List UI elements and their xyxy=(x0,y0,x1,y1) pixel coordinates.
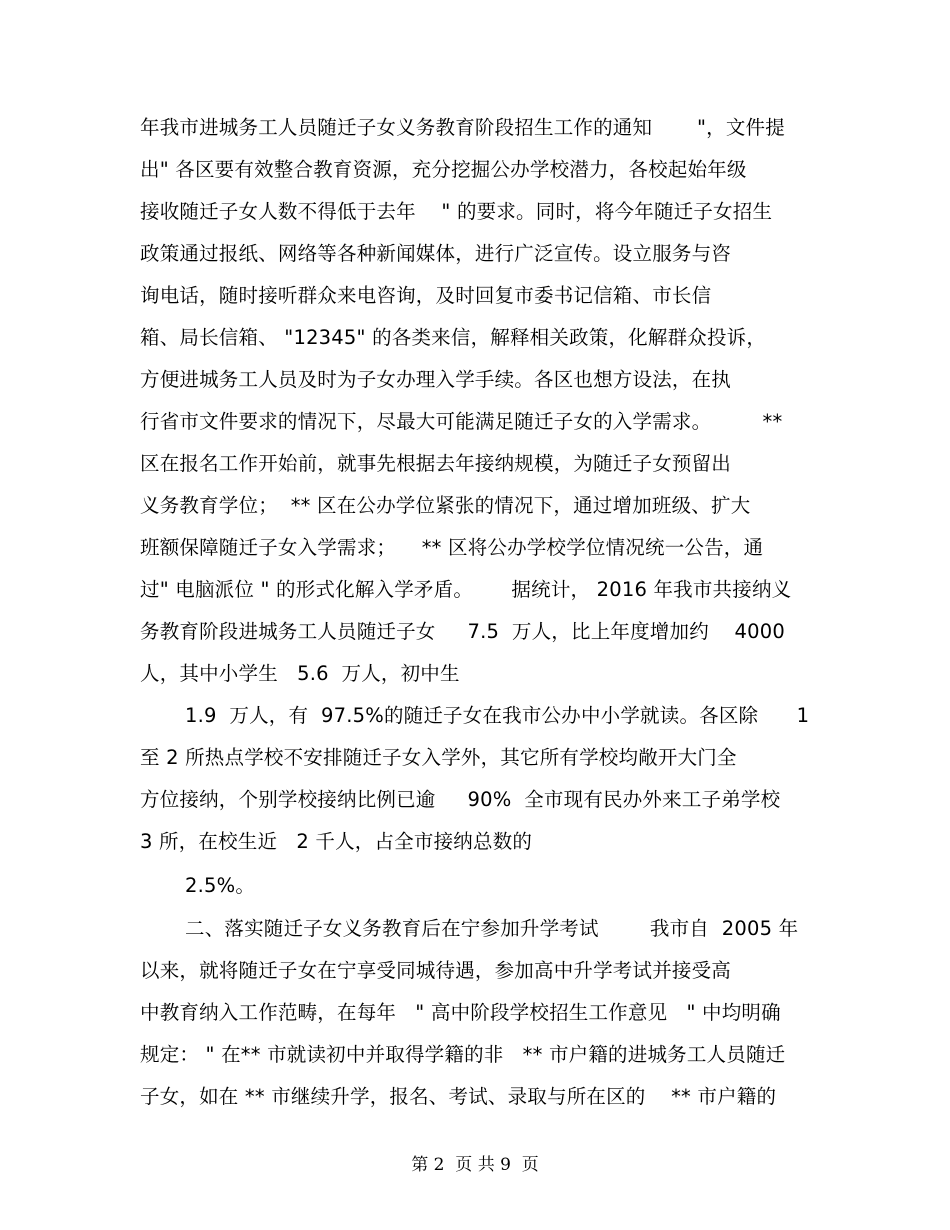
text-line: 过" 电脑派位 " 的形式化解入学矛盾。 据统计， 2016 年我市共接纳义 xyxy=(140,578,792,601)
text-line: 3 所，在校生近 2 千人，占全市接纳总数的 xyxy=(140,830,533,853)
page-number-footer: 第 2 页 共 9 页 xyxy=(411,1155,539,1175)
text-line: 1.9 万人，有 97.5%的随迁子女在我市公办中小学就读。各区除 1 xyxy=(185,704,810,727)
text-line: 以来，就将随迁子女在宁享受同城待遇，参加高中升学考试并接受高 xyxy=(140,959,732,982)
text-line: 方便进城务工人员及时为子女办理入学手续。各区也想方设法，在执 xyxy=(140,368,732,391)
text-line: 中教育纳入工作范畴，在每年 " 高中阶段学校招生工作意见 " 中均明确 xyxy=(140,1001,781,1024)
text-line: 务教育阶段进城务工人员随迁子女 7.5 万人，比上年度增加约 4000 xyxy=(140,620,785,643)
text-line: 方位接纳，个别学校接纳比例已逾 90% 全市现有民办外来工子弟学校 xyxy=(140,788,781,811)
text-line: 子女，如在 ** 市继续升学，报名、考试、录取与所在区的 ** 市户籍的 xyxy=(140,1085,777,1108)
text-line: 年我市进城务工人员随迁子女义务教育阶段招生工作的通知 "，文件提 xyxy=(140,116,785,139)
text-line: 询电话，随时接听群众来电咨询，及时回复市委书记信箱、市长信 xyxy=(140,284,712,307)
text-line: 行省市文件要求的情况下，尽最大可能满足随迁子女的入学需求。 ** xyxy=(140,410,783,433)
text-line: 人，其中小学生 5.6 万人，初中生 xyxy=(140,662,460,685)
text-line: 2.5%。 xyxy=(185,874,256,897)
text-line: 接收随迁子女人数不得低于去年 " 的要求。同时，将今年随迁子女招生 xyxy=(140,200,773,223)
text-line: 出" 各区要有效整合教育资源，充分挖掘公办学校潜力，各校起始年级 xyxy=(140,158,747,181)
text-line: 义务教育学位； ** 区在公办学位紧张的情况下，通过增加班级、扩大 xyxy=(140,494,751,517)
text-line: 班额保障随迁子女入学需求； ** 区将公办学校学位情况统一公告，通 xyxy=(140,536,764,559)
text-line: 政策通过报纸、网络等各种新闻媒体，进行广泛宣传。设立服务与咨 xyxy=(140,242,732,265)
text-line: 区在报名工作开始前，就事先根据去年接纳规模，为随迁子女预留出 xyxy=(140,452,732,475)
section-heading-line: 二、落实随迁子女义务教育后在宁参加升学考试 我市自 2005 年 xyxy=(185,917,799,940)
text-line: 规定： " 在** 市就读初中并取得学籍的非 ** 市户籍的进城务工人员随迁 xyxy=(140,1043,786,1066)
text-line: 至 2 所热点学校不安排随迁子女入学外，其它所有学校均敞开大门全 xyxy=(140,746,737,769)
text-line: 箱、局长信箱、 "12345" 的各类来信，解释相关政策，化解群众投诉， xyxy=(140,326,767,349)
